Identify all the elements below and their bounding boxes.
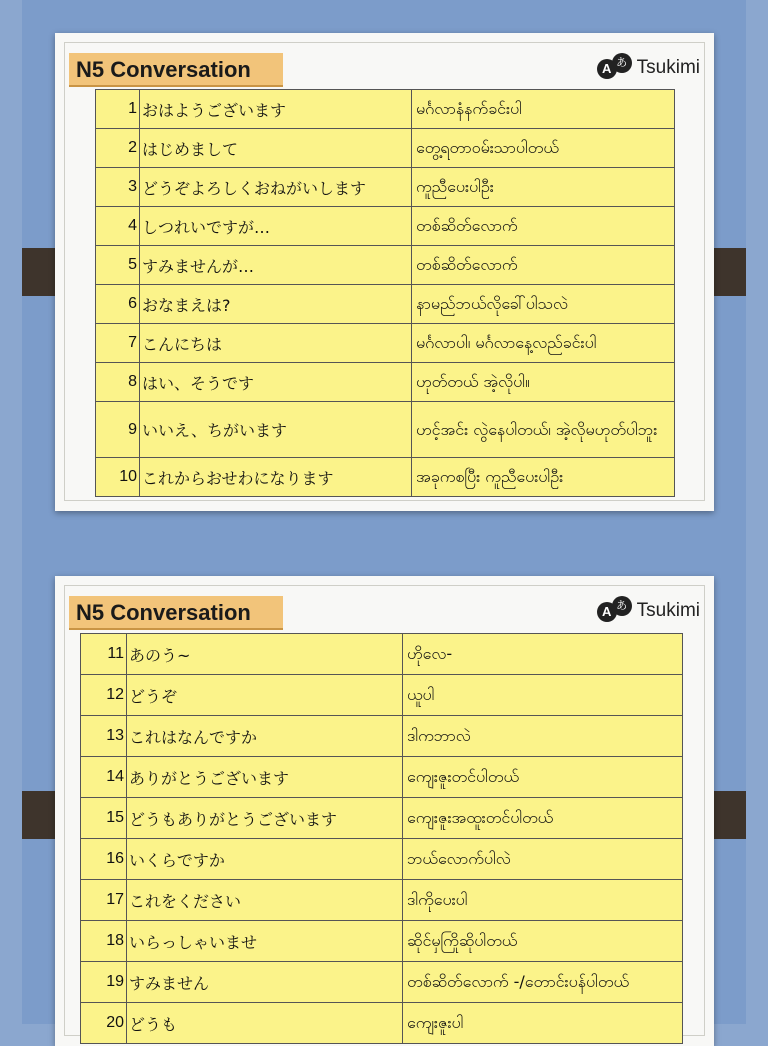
table-row <box>81 757 683 798</box>
myanmar-translation: ဟုတ်တယ် အဲ့လိုပါ။ <box>412 363 675 402</box>
logo-text: Tsukimi <box>636 600 700 621</box>
table-row <box>96 207 675 246</box>
table-row <box>81 634 683 675</box>
logo-badge-a: A <box>597 59 617 79</box>
myanmar-translation: ကူညီပေးပါဦး <box>412 168 675 207</box>
myanmar-translation: တွေ့ရတာဝမ်းသာပါတယ် <box>412 129 675 168</box>
card-title-box <box>69 53 283 87</box>
japanese-phrase: いくらですか <box>127 839 403 880</box>
tsukimi-logo <box>595 53 700 83</box>
table-row <box>81 839 683 880</box>
table-row <box>81 716 683 757</box>
row-number: 2 <box>96 129 140 168</box>
row-number: 15 <box>81 798 127 839</box>
row-number: 14 <box>81 757 127 798</box>
myanmar-translation: တစ်ဆိတ်လောက် <box>412 207 675 246</box>
japanese-phrase: どうぞ <box>127 675 403 716</box>
japanese-phrase: はい、そうです <box>140 363 412 402</box>
row-number: 13 <box>81 716 127 757</box>
card-title-box <box>69 596 283 630</box>
myanmar-translation: ကျေးဇူးတင်ပါတယ် <box>403 757 683 798</box>
japanese-phrase: おはようございます <box>140 90 412 129</box>
myanmar-translation: ဆိုင်မှကြိုဆိုပါတယ် <box>403 921 683 962</box>
table-row <box>81 675 683 716</box>
row-number: 11 <box>81 634 127 675</box>
myanmar-translation: တစ်ဆိတ်လောက် -/တောင်းပန်ပါတယ် <box>403 962 683 1003</box>
conversation-card-2 <box>55 576 714 1046</box>
myanmar-translation: ကျေးဇူးအထူးတင်ပါတယ် <box>403 798 683 839</box>
table-row <box>96 402 675 458</box>
row-number: 5 <box>96 246 140 285</box>
japanese-phrase: しつれいですが… <box>140 207 412 246</box>
card-title: N5 Conversation <box>76 600 251 625</box>
tsukimi-logo-icon <box>595 53 635 83</box>
row-number: 3 <box>96 168 140 207</box>
japanese-phrase: これをください <box>127 880 403 921</box>
table-row <box>96 90 675 129</box>
table-row <box>81 1003 683 1044</box>
myanmar-translation: နာမည်ဘယ်လိုခေါ်ပါသလဲ <box>412 285 675 324</box>
japanese-phrase: いらっしゃいませ <box>127 921 403 962</box>
tsukimi-logo <box>595 596 700 626</box>
conversation-table <box>80 633 683 1044</box>
japanese-phrase: どうぞよろしくおねがいします <box>140 168 412 207</box>
myanmar-translation: ဟင့်အင်း လွဲနေပါတယ်၊ အဲ့လိုမဟုတ်ပါဘူး <box>412 402 675 458</box>
row-number: 12 <box>81 675 127 716</box>
japanese-phrase: はじめまして <box>140 129 412 168</box>
japanese-phrase: あのう~ <box>127 634 403 675</box>
row-number: 17 <box>81 880 127 921</box>
japanese-phrase: いいえ、ちがいます <box>140 402 412 458</box>
row-number: 4 <box>96 207 140 246</box>
logo-badge-a-hiragana: あ <box>612 596 632 616</box>
table-row <box>81 962 683 1003</box>
japanese-phrase: どうもありがとうございます <box>127 798 403 839</box>
row-number: 19 <box>81 962 127 1003</box>
row-number: 16 <box>81 839 127 880</box>
row-number: 7 <box>96 324 140 363</box>
logo-badge-a-hiragana: あ <box>612 53 632 73</box>
table-row <box>96 129 675 168</box>
row-number: 20 <box>81 1003 127 1044</box>
japanese-phrase: すみませんが… <box>140 246 412 285</box>
table-row <box>81 798 683 839</box>
myanmar-translation: ဒါကိုပေးပါ <box>403 880 683 921</box>
japanese-phrase: こんにちは <box>140 324 412 363</box>
myanmar-translation: တစ်ဆိတ်လောက် <box>412 246 675 285</box>
japanese-phrase: これからおせわになります <box>140 458 412 497</box>
table-row <box>96 285 675 324</box>
myanmar-translation: ဟိုလေ- <box>403 634 683 675</box>
conversation-card-1 <box>55 33 714 511</box>
row-number: 1 <box>96 90 140 129</box>
japanese-phrase: ありがとうございます <box>127 757 403 798</box>
table-row <box>96 458 675 497</box>
myanmar-translation: ယူပါ <box>403 675 683 716</box>
row-number: 8 <box>96 363 140 402</box>
row-number: 6 <box>96 285 140 324</box>
card-title: N5 Conversation <box>76 57 251 82</box>
myanmar-translation: ဒါကဘာလဲ <box>403 716 683 757</box>
myanmar-translation: ဘယ်လောက်ပါလဲ <box>403 839 683 880</box>
row-number: 9 <box>96 402 140 458</box>
table-row <box>81 880 683 921</box>
myanmar-translation: မင်္ဂလာပါ၊ မင်္ဂလာနေ့လည်ခင်းပါ <box>412 324 675 363</box>
table-row <box>81 921 683 962</box>
row-number: 10 <box>96 458 140 497</box>
myanmar-translation: ကျေးဇူးပါ <box>403 1003 683 1044</box>
tsukimi-logo-icon <box>595 596 635 626</box>
table-row <box>96 324 675 363</box>
myanmar-translation: မင်္ဂလာနံနက်ခင်းပါ <box>412 90 675 129</box>
japanese-phrase: これはなんですか <box>127 716 403 757</box>
table-row <box>96 363 675 402</box>
japanese-phrase: すみません <box>127 962 403 1003</box>
japanese-phrase: おなまえは? <box>140 285 412 324</box>
logo-text: Tsukimi <box>636 57 700 78</box>
table-row <box>96 168 675 207</box>
table-row <box>96 246 675 285</box>
myanmar-translation: အခုကစပြီး ကူညီပေးပါဦး <box>412 458 675 497</box>
row-number: 18 <box>81 921 127 962</box>
logo-badge-a: A <box>597 602 617 622</box>
conversation-table <box>95 89 675 497</box>
japanese-phrase: どうも <box>127 1003 403 1044</box>
